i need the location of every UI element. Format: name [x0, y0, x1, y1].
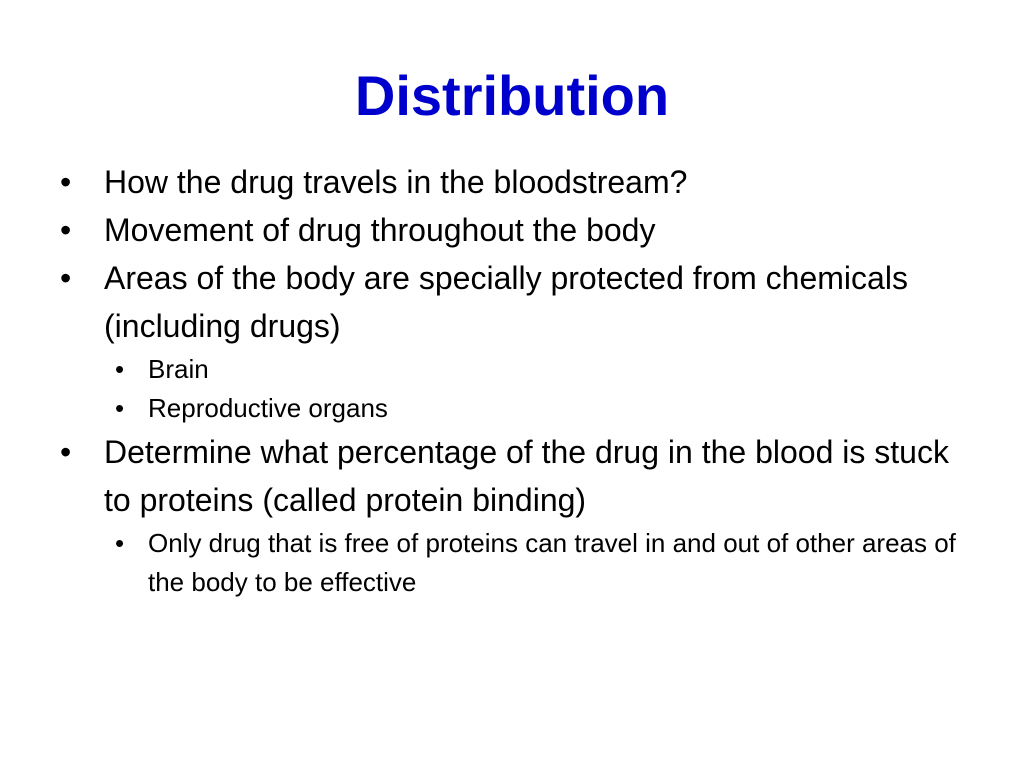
bullet-list [60, 158, 960, 602]
slide-title: Distribution [354, 64, 670, 127]
sub-bullet-text: Reproductive organs [148, 393, 388, 423]
bullet-item [60, 158, 960, 206]
bullet-dot-icon: • [60, 164, 72, 200]
bullet-dot-icon: • [60, 260, 72, 296]
bullet-dot-icon: • [60, 434, 72, 470]
bullet-dot-icon: • [115, 354, 125, 384]
bullet-text: How the drug travels in the bloodstream? [104, 164, 688, 200]
sub-bullet-item [60, 524, 960, 602]
sub-bullet-item [60, 350, 960, 389]
bullet-dot-icon: • [115, 528, 125, 558]
bullet-text: Determine what percentage of the drug in the blood is stuck to proteins (called protein binding) [104, 434, 949, 518]
sub-bullet-text: Only drug that is free of proteins can travel in and out of other areas of the body to be effective [148, 528, 956, 597]
bullet-item [60, 206, 960, 254]
bullet-text: Movement of drug throughout the body [104, 212, 656, 248]
bullet-text: Areas of the body are specially protected from chemicals (including drugs) [104, 260, 908, 344]
sub-bullet-item [60, 389, 960, 428]
sub-bullet-text: Brain [148, 354, 209, 384]
bullet-item [60, 254, 960, 350]
bullet-dot-icon: • [115, 393, 125, 423]
bullet-item [60, 428, 960, 524]
bullet-dot-icon: • [60, 212, 72, 248]
